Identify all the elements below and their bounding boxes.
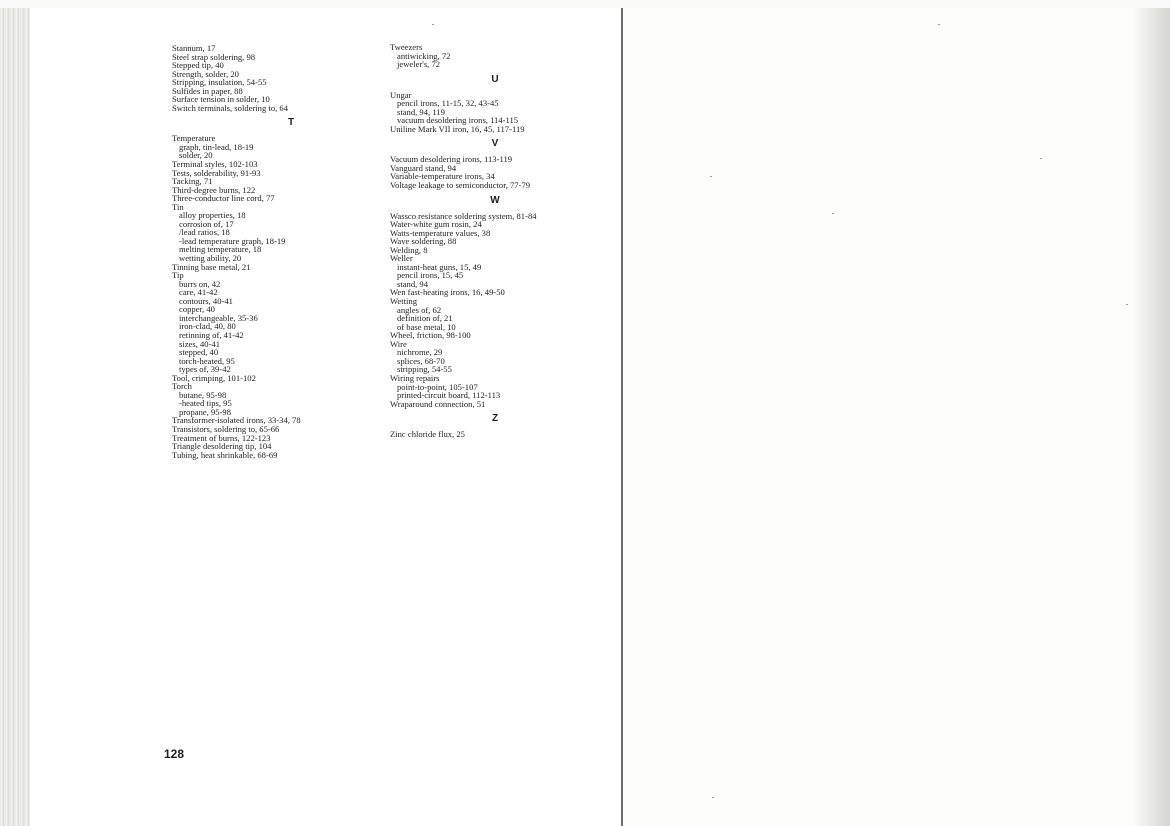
index-subentry: iron-clad, 40, 80 <box>179 321 236 332</box>
index-subentry: corrosion of, 17 <box>179 218 234 229</box>
index-subentry: printed-circuit board, 112-113 <box>397 390 501 401</box>
index-group-t <box>172 134 410 459</box>
index-entry: Terminal styles, 102-103 <box>172 159 258 170</box>
index-group-tweezers <box>390 43 600 69</box>
index-subentry: splices, 68-70 <box>397 355 445 366</box>
index-entry: Surface tension in solder, 10 <box>172 94 270 105</box>
index-subentry: -lead temperature graph, 18-19 <box>179 235 286 246</box>
index-subentry: pencil irons, 11-15, 32, 43-45 <box>397 98 499 109</box>
index-entry: Ungar <box>390 89 412 100</box>
index-subentry: stripping, 54-55 <box>397 364 452 375</box>
index-subentry: /lead ratios, 18 <box>179 227 230 238</box>
index-entry: Weller <box>390 253 413 264</box>
index-subentry: retinning of, 41-42 <box>179 329 244 340</box>
index-subentry: alloy properties, 18 <box>179 210 246 221</box>
index-entry: Variable-temperature irons, 34 <box>390 171 495 182</box>
index-column-left <box>172 44 410 459</box>
index-entry: Treatment of burns, 122-123 <box>172 432 271 443</box>
paper-speck <box>1040 158 1042 159</box>
index-entry: Watts-temperature values, 38 <box>390 227 491 238</box>
index-entry: Zinc chloride flux, 25 <box>390 429 465 440</box>
index-entry: Wraparound connection, 51 <box>390 398 486 409</box>
index-subentry: nichrome, 29 <box>397 347 443 358</box>
page-number: 128 <box>164 747 185 761</box>
index-subentry: contours, 40-41 <box>179 295 233 306</box>
index-subentry: of base metal, 10 <box>397 321 456 332</box>
index-group-z <box>390 430 600 439</box>
index-entry: Switch terminals, soldering to, 64 <box>172 102 289 113</box>
index-entry: Vacuum desoldering irons, 113-119 <box>390 154 513 165</box>
index-subentry: instant-heat guns, 15, 49 <box>397 261 482 272</box>
index-entry: Vanguard stand, 94 <box>390 162 457 173</box>
index-entry: Stripping, insulation, 54-55 <box>172 77 267 88</box>
index-subentry: vacuum desoldering irons, 114-115 <box>397 115 519 126</box>
index-subentry: -heated tips, 95 <box>179 398 232 409</box>
paper-speck <box>1126 304 1128 305</box>
paper-speck <box>832 213 834 214</box>
index-subentry: interchangeable, 35-36 <box>179 312 258 323</box>
index-subentry: burrs on, 42 <box>179 278 221 289</box>
index-entry: Torch <box>172 381 192 392</box>
index-entry: Tacking, 71 <box>172 176 213 187</box>
index-entry: Triangle desoldering tip, 104 <box>172 441 272 452</box>
index-subentry: butane, 95-98 <box>179 389 227 400</box>
index-entry: Wiring repairs <box>390 372 440 383</box>
index-subentry: pencil irons, 15, 45 <box>397 270 464 281</box>
index-entry: Strength, solder, 20 <box>172 68 239 79</box>
index-subentry: wetting ability, 20 <box>179 253 242 264</box>
index-subentry: antiwicking, 72 <box>397 50 451 61</box>
section-letter-u: U <box>491 73 499 85</box>
index-subentry: definition of, 21 <box>397 313 453 324</box>
index-entry: Third-degree burns, 122 <box>172 184 256 195</box>
right-page-edge-stack <box>1132 8 1170 826</box>
index-entry: Welding, 8 <box>390 244 428 255</box>
left-page-edge-stack <box>0 8 30 826</box>
index-group-u <box>390 91 600 134</box>
index-entry: Stepped tip, 40 <box>172 60 224 71</box>
index-entry: Tip <box>172 270 184 281</box>
index-subentry: point-to-point, 105-107 <box>397 381 478 392</box>
index-entry: Tests, solderability, 91-93 <box>172 167 261 178</box>
index-entry: Transistors, soldering to, 65-66 <box>172 423 280 434</box>
index-entry: Wheel, friction, 98-100 <box>390 330 471 341</box>
index-entry: Steel strap soldering, 98 <box>172 51 256 62</box>
paper-speck <box>710 176 712 177</box>
index-entry: Stannum, 17 <box>172 43 216 53</box>
index-entry: Wen fast-heating irons, 16, 49-50 <box>390 287 505 298</box>
index-subentry: sizes, 40-41 <box>179 338 221 349</box>
index-entry: Temperature <box>172 133 216 144</box>
index-entry: Tool, crimping, 101-102 <box>172 372 256 383</box>
index-group-v <box>390 155 600 189</box>
index-entry: Tin <box>172 201 184 212</box>
index-column-right <box>390 43 600 439</box>
index-entry: Transformer-isolated irons, 33-34, 78 <box>172 415 301 426</box>
index-entry: Tweezers <box>390 42 423 52</box>
index-subentry: copper, 40 <box>179 304 215 315</box>
index-entry: Wire <box>390 338 407 349</box>
index-subentry: propane, 95-98 <box>179 406 232 417</box>
index-entry: Tubing, heat shrinkable, 68-69 <box>172 449 278 460</box>
index-group-s <box>172 44 410 112</box>
index-subentry: solder, 20 <box>179 150 213 161</box>
paper-speck <box>938 24 940 25</box>
index-group-w <box>390 212 600 409</box>
index-subentry: graph, tin-lead, 18-19 <box>179 141 254 152</box>
section-letter-t: T <box>287 117 295 129</box>
index-subentry: care, 41-42 <box>179 287 218 298</box>
index-entry: Water-white gum rosin, 24 <box>390 219 482 230</box>
index-subentry: stepped, 40 <box>179 347 219 358</box>
index-subentry: torch-heated, 95 <box>179 355 235 366</box>
index-subentry: jeweler's, 72 <box>397 59 441 70</box>
index-entry: Sulfides in paper, 88 <box>172 85 243 96</box>
index-entry: Three-conductor line cord, 77 <box>172 193 275 204</box>
paper-speck <box>712 797 714 798</box>
index-entry: Wetting <box>390 296 417 307</box>
index-entry: Wave soldering, 88 <box>390 236 457 247</box>
right-blank-page <box>623 8 1170 826</box>
section-letter-z: Z <box>491 413 499 425</box>
index-entry: Uniline Mark VII iron, 16, 45, 117-119 <box>390 123 525 134</box>
index-entry: Wassco resistance soldering system, 81-84 <box>390 210 537 221</box>
index-entry: Tinning base metal, 21 <box>172 261 251 272</box>
index-subentry: angles of, 62 <box>397 304 442 315</box>
section-letter-w: W <box>490 194 500 206</box>
index-subentry: stand, 94 <box>397 278 429 289</box>
index-subentry: stand, 94, 119 <box>397 106 445 117</box>
paper-speck <box>432 24 434 25</box>
section-letter-v: V <box>491 138 499 150</box>
index-entry: Voltage leakage to semiconductor, 77-79 <box>390 180 531 191</box>
index-subentry: melting temperature, 18 <box>179 244 262 255</box>
index-subentry: types of, 39-42 <box>179 364 231 375</box>
